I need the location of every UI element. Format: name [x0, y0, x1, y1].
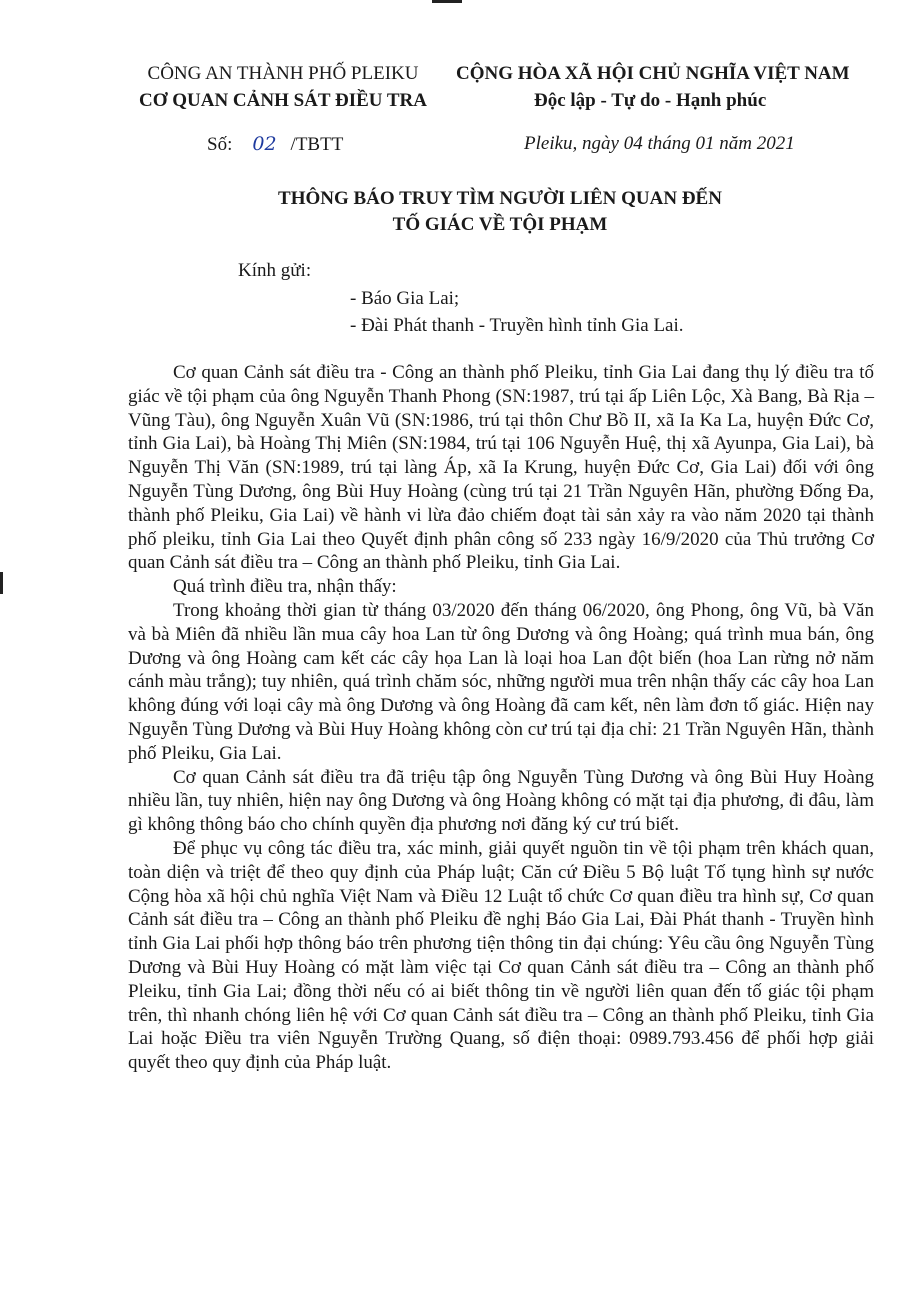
document-title — [170, 186, 830, 238]
national-motto: Độc lập - Tự do - Hạnh phúc — [534, 90, 767, 111]
number-suffix: /TBTT — [290, 134, 344, 155]
number-prefix: Số: — [207, 134, 233, 155]
paragraph-findings: Trong khoảng thời gian từ tháng 03/2020 đến tháng 06/2020, ông Phong, ông Vũ, bà Văn và bà Miên đã nhiều lần mua cây hoa Lan từ ông Dương và ông Hoàng; quá trình mua bán, ông Dương và ông Hoàng cam kết các cây họa Lan là loại hoa Lan đột biến (hoa Lan rừng nở năm cánh màu trắng); tuy nhiên, quá trình chăm sóc, những người mua trên nhận thấy các cây hoa Lan không đúng với loại cây mà ông Dương và ông Hoàng đã cam kết, nên làm đơn tố giác. Hiện nay Nguyễn Tùng Dương và Bùi Huy Hoàng không còn cư trú tại địa chỉ: 21 Trần Nguyên Hãn, thành phố Pleiku, Gia Lai. — [128, 599, 874, 764]
scan-edge-mark — [0, 572, 3, 594]
date-line: Pleiku, ngày 04 tháng 01 năm 2021 — [524, 133, 795, 154]
document-body — [128, 361, 874, 1075]
title-line-2: TỐ GIÁC VỀ TỘI PHẠM — [392, 214, 608, 235]
recipient-2: - Đài Phát thanh - Truyền hình tỉnh Gia Lai. — [350, 315, 684, 336]
paragraph-summons: Cơ quan Cảnh sát điều tra đã triệu tập ông Nguyễn Tùng Dương và ông Bùi Huy Hoàng nhiều lần, tuy nhiên, hiện nay ông Dương và ông Hoàng không có mặt tại địa phương, đi đâu, làm gì không thông báo cho chính quyền địa phương nơi đăng ký cư trú biết. — [128, 766, 874, 836]
scan-mark — [432, 0, 462, 3]
document-number — [207, 133, 343, 156]
salutation: Kính gửi: — [238, 260, 312, 281]
department-name: CƠ QUAN CẢNH SÁT ĐIỀU TRA — [138, 90, 428, 111]
agency-header — [128, 60, 438, 114]
paragraph-request: Để phục vụ công tác điều tra, xác minh, giải quyết nguồn tin về tội phạm trên khách quan, toàn diện và triệt để theo quy định của Pháp luật; Căn cứ Điều 5 Bộ luật Tố tụng hình sự nước Cộng hòa xã hội chủ nghĩa Việt Nam và Điều 12 Luật tổ chức Cơ quan điều tra hình sự, Cơ quan Cảnh sát điều tra – Công an thành phố Pleiku đề nghị Báo Gia Lai, Đài Phát thanh - Truyền hình tỉnh Gia Lai phối hợp thông báo trên phương tiện thông tin đại chúng: Yêu cầu ông Nguyễn Tùng Dương và Bùi Huy Hoàng có mặt làm việc tại Cơ quan Cảnh sát điều tra – Công an thành phố Pleiku, tỉnh Gia Lai; đồng thời nếu có ai biết thông tin về người liên quan đến tố giác tội phạm trên, thì nhanh chóng liên hệ với Cơ quan Cảnh sát điều tra – Công an thành phố Pleiku, tỉnh Gia Lai hoặc Điều tra viên Nguyễn Trường Quang, số điện thoại: 0989.793.456 để phối hợp giải quyết theo quy định của Pháp luật. — [128, 837, 874, 1074]
agency-name: CÔNG AN THÀNH PHỐ PLEIKU — [147, 63, 419, 84]
title-line-1: THÔNG BÁO TRUY TÌM NGƯỜI LIÊN QUAN ĐẾN — [278, 188, 722, 209]
national-header — [456, 60, 900, 114]
paragraph-intro: Cơ quan Cảnh sát điều tra - Công an thành phố Pleiku, tỉnh Gia Lai đang thụ lý điều tra tố giác về tội phạm của ông Nguyễn Thanh Phong (SN:1987, trú tại ấp Liên Lộc, Xà Bang, Bà Rịa – Vũng Tàu), ông Nguyễn Xuân Vũ (SN:1986, trú tại thôn Chư Bồ II, xã Ia Ka La, huyện Đức Cơ, tỉnh Gia Lai), bà Hoàng Thị Miên (SN:1984, trú tại 106 Nguyễn Huệ, thị xã Ayunpa, Gia Lai), bà Nguyễn Thị Văn (SN:1989, trú tại làng Áp, xã Ia Krung, huyện Đức Cơ, Gia Lai) đối với ông Nguyễn Tùng Dương, ông Bùi Huy Hoàng (cùng trú tại 21 Trần Nguyên Hãn, phường Đống Đa, thành phố Pleiku, Gia Lai) về hành vi lừa đảo chiếm đoạt tài sản xảy ra vào năm 2020 tại thành phố pleiku, tỉnh Gia Lai theo Quyết định phân công số 233 ngày 16/9/2020 của Thủ trưởng Cơ quan Cảnh sát điều tra – Công an thành phố Pleiku, tỉnh Gia Lai. — [128, 362, 874, 574]
national-title: CỘNG HÒA XÃ HỘI CHỦ NGHĨA VIỆT NAM — [456, 63, 850, 84]
recipient-1: - Báo Gia Lai; — [350, 288, 460, 309]
paragraph-findings-heading: Quá trình điều tra, nhận thấy: — [173, 576, 397, 598]
handwritten-number: 02 — [252, 133, 277, 155]
